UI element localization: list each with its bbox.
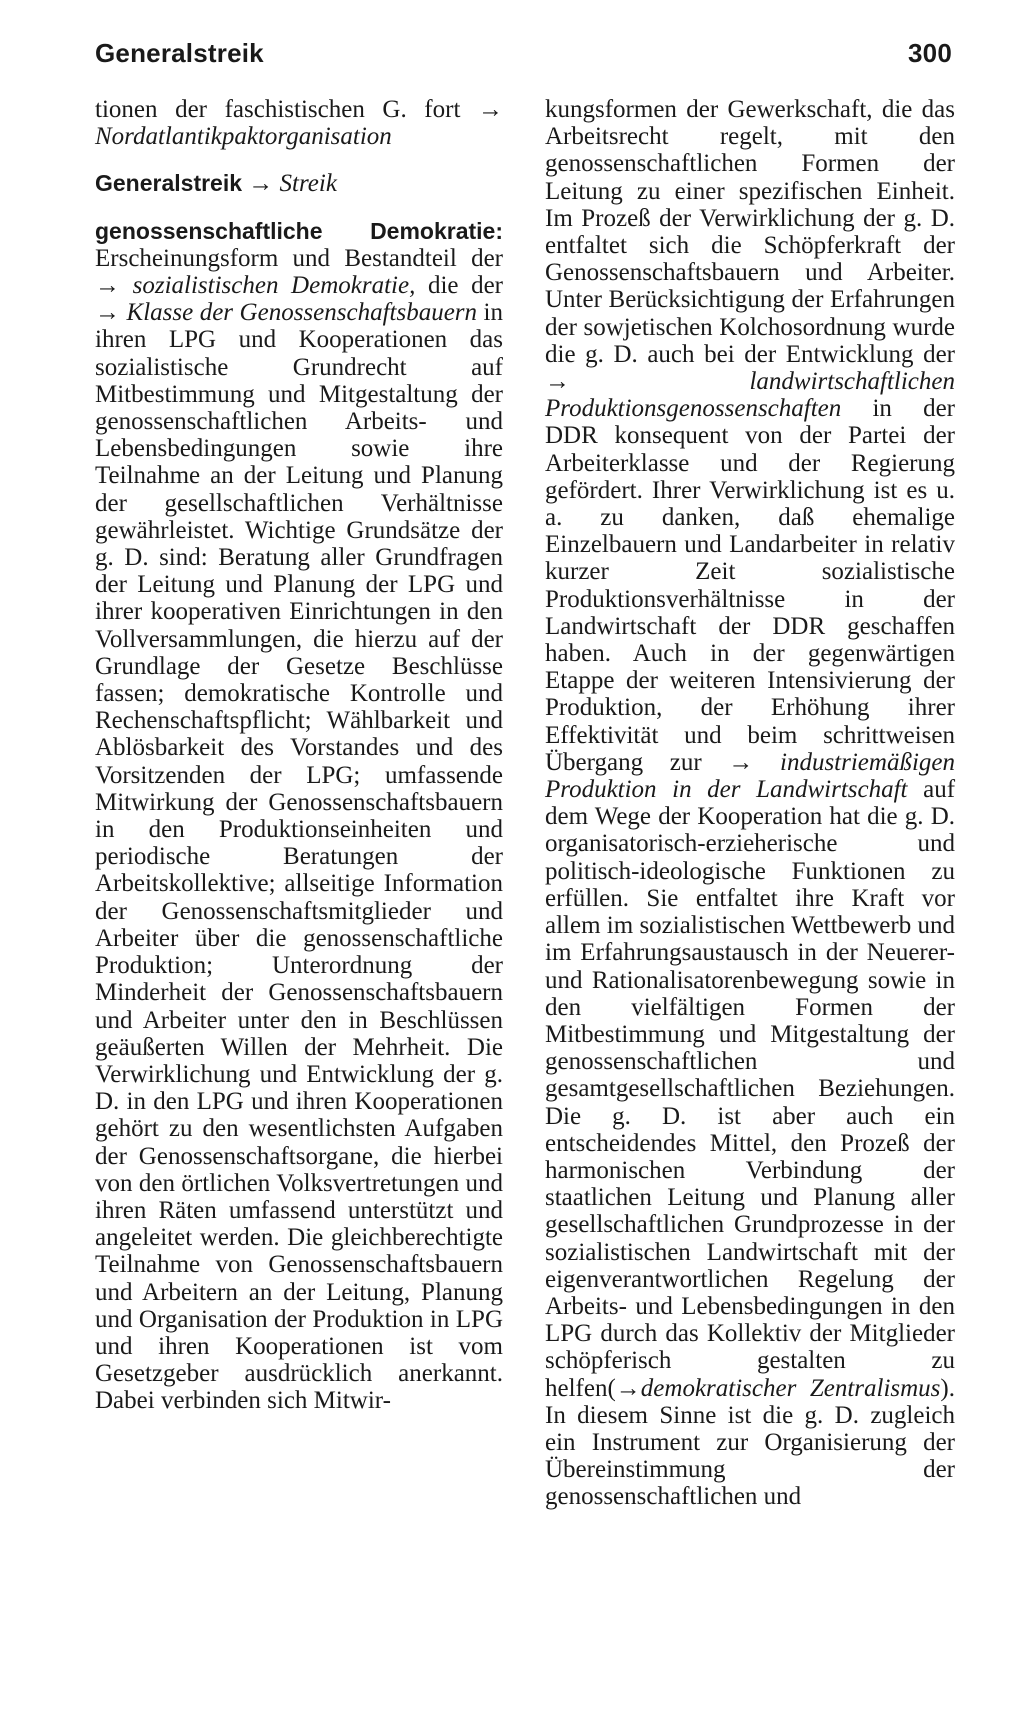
page-header xyxy=(95,38,952,78)
arrow: → xyxy=(248,170,274,198)
continuation-paragraph xyxy=(95,96,503,150)
entry-text: die der → xyxy=(95,272,504,327)
entry-continuation xyxy=(545,96,955,1511)
continuation-text: tionen der faschistischen G. fort → xyxy=(95,96,503,123)
entry-text: ). In diesem Sinne ist die g. D. zugleich ein Instrument zur Organisierung der Übereinstimmung der genossenschaftlichen und xyxy=(545,1374,955,1511)
entry-text: in ihren LPG und Kooperationen das sozialistische Grundrecht auf Mitbestimmung und Mitgestaltung der genossenschaftlichen Arbeits- und Lebensbedingungen sowie ihre Teilnahme an der Leitung und Planung der gesellschaftlichen Verhältnisse gewährleistet. Wichtige Grundsätze der g. D. sind: Beratung aller Grundfragen der Leitung und Planung der LPG und ihrer kooperativen Einrichtungen in den Vollversammlungen, die hierzu auf der Grundlage der Gesetze Beschlüsse fassen; demokratische Kontrolle und Rechenschaftspflicht; Wählbarkeit und Ablösbarkeit des Vorstandes und des Vorsitzenden der LPG; umfassende Mitwirkung der Genossenschaftsbauern in den Produktionseinheiten und periodische Beratungen der Arbeitskollektive; allseitige Information der Genossenschaftsmitglieder und Arbeiter über die genossenschaftliche Produktion; Unterordnung der Minderheit der Genossenschaftsbauern und Arbeiter unter den in Beschlüssen geäußerten Willen der Mehrheit. Die Verwirklichung und Entwicklung der g. D. in den LPG und ihren Kooperationen gehört zu den wesentlichsten Aufgaben der Genossenschaftsorgane, die hierbei von den örtlichen Volksvertretungen und ihren Räten umfassend unterstützt und angeleitet werden. Die gleichberechtigte Teilnahme von Genossenschaftsbauern und Arbeitern an der Leitung, Planung und Organisation der Produktion in LPG und ihren Kooperationen ist vom Gesetzgeber ausdrücklich anerkannt. Dabei verbinden sich Mitwir- xyxy=(95,299,503,1415)
headword: genossenschaftliche Demokratie: xyxy=(95,217,503,244)
entry-text: auf dem Wege der Kooperation hat die g. D. organisatorisch-erzieherische und politisch-ideologische Funktionen zu erfüllen. Sie entfaltet ihre Kraft vor allem im sozialistischen Wettbewerb und im Erfahrungsaustausch in der Neuerer- und Rationalisatorenbewegung sowie in den vielfältigen Formen der Mitbestimmung und Mitgestaltung der genossenschaftlichen und gesamtgesellschaftlichen Beziehungen. Die g. D. ist aber auch ein entscheidendes Mittel, den Prozeß der harmonischen Verbindung der staatlichen Leitung und Planung aller gesellschaftlichen Grundprozesse in der sozialistischen Landwirtschaft mit der eigenverantwortlichen Regelung der Arbeits- und Lebensbedingungen in den LPG durch das Kollektiv der Mitglieder schöpferisch gestalten zu helfen(→ xyxy=(545,776,956,1402)
cross-reference: demokratischer Zentralismus xyxy=(640,1374,941,1402)
entry-text: kungsformen der Gewerkschaft, die das Arbeitsrecht regelt, mit den genossenschaftlichen Formen der Leitung zu einer spezifischen Einheit. Im Prozeß der Verwirklichung der g. D. entfaltet sich die Schöpferkraft der Genossenschaftsbauern und Arbeiter. Unter Berücksichtigung der Erfahrungen der sowjetischen Kolchosordnung wurde die g. D. auch bei der Entwicklung der → xyxy=(545,96,955,396)
cross-reference: landwirtschaftlichen Produktionsgenossenschaften xyxy=(545,368,955,423)
cross-reference: Nordatlantikpaktorganisation xyxy=(95,123,392,151)
left-column xyxy=(95,96,503,1415)
entry-genossenschaftliche-demokratie xyxy=(95,218,503,1415)
page-number: 300 xyxy=(908,38,952,68)
entry-text: in der DDR konsequent von der Partei der Arbeiterklasse und der Regierung gefördert. Ihrer Verwirklichung ist es u. a. zu danken, daß ehemalige Einzelbauern und Landarbeiter in relativ kurzer Zeit sozialistische Produktionsverhältnisse in der Landwirtschaft der DDR geschaffen haben. Auch in der gegenwärtigen Etappe der weiteren Intensivierung der Produktion, der Erhöhung ihrer Effektivität und beim schrittweisen Übergang zur → xyxy=(545,395,955,776)
cross-reference: Klasse der Genossenschaftsbauern xyxy=(126,299,478,327)
entry-generalstreik xyxy=(95,170,503,197)
right-column xyxy=(545,96,955,1511)
headword: Generalstreik xyxy=(95,170,243,197)
cross-reference: Streik xyxy=(279,170,337,198)
entry-text: Erscheinungsform und Bestandteil der → xyxy=(95,244,503,300)
cross-reference: industriemäßigen Produktion in der Landwirtschaft xyxy=(545,748,955,804)
running-head: Generalstreik xyxy=(95,38,264,68)
cross-reference: sozialistischen Demokratie, xyxy=(132,272,416,300)
